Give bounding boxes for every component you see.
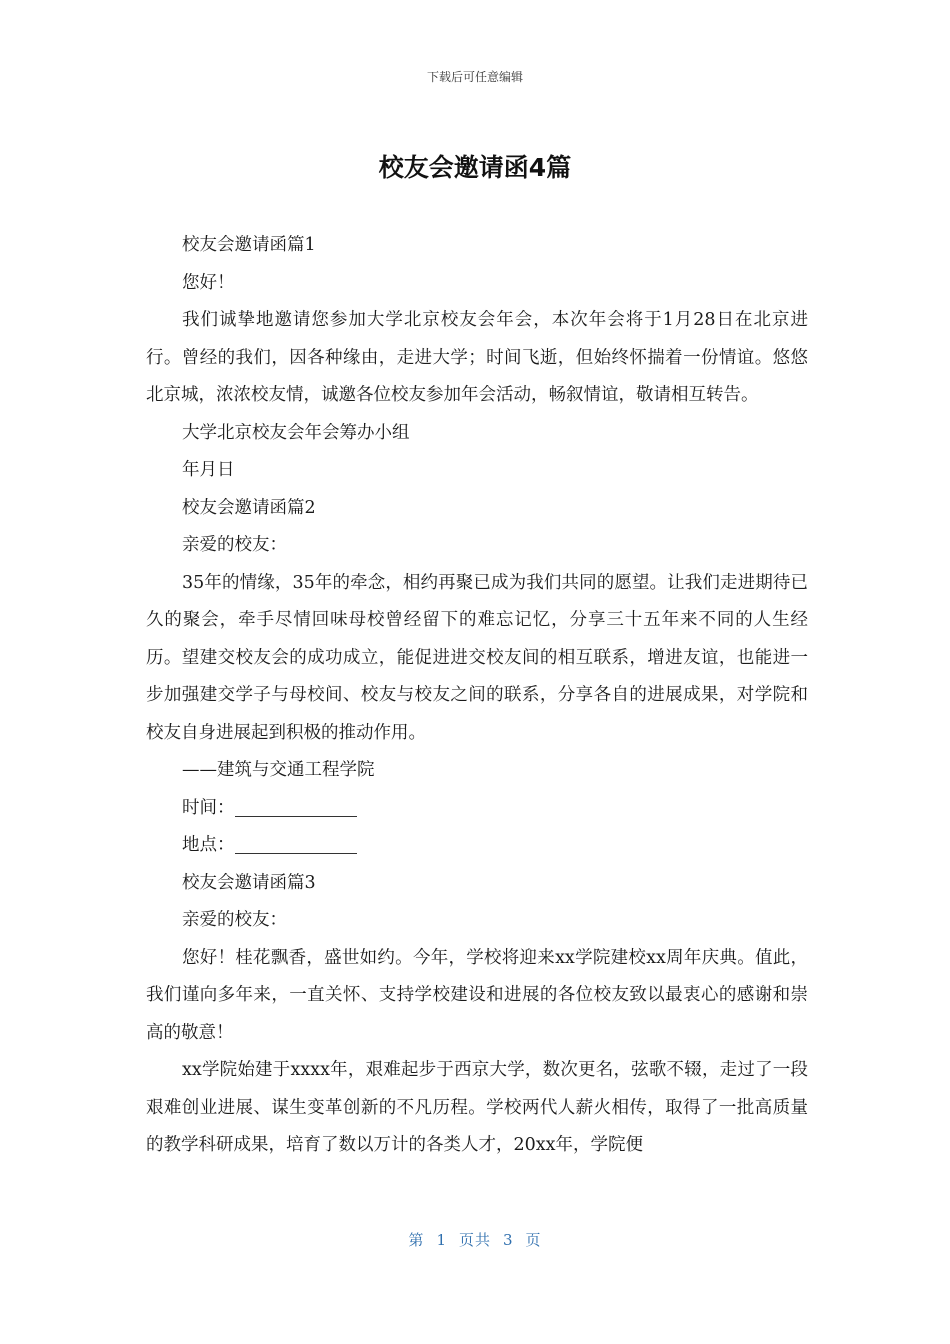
paragraph-4: xx学院始建于xxxx年，艰难起步于西京大学，数次更名，弦歌不辍，走过了一段艰难创业进展、谋生变革创新的不凡历程。学校两代人薪火相传，取得了一批高质量的教学科研成果，培育了数以万计的各类人才，20xx年，学院便 (146, 1060, 808, 1155)
section-heading-1: 校友会邀请函篇1 (182, 235, 316, 255)
header-note: 下载后可任意编辑 (426, 70, 523, 84)
page-footer (0, 1229, 950, 1250)
greeting-3: 亲爱的校友： (182, 910, 287, 930)
paragraph-3: 您好！桂花飘香，盛世如约。今年，学校将迎来xx学院建校xx周年庆典。值此，我们谨向多年来，一直关怀、支持学校建设和进展的各位校友致以最衷心的感谢和崇高的敬意！ (146, 947, 808, 1043)
paragraph-2: 35年的情缘，35年的牵念，相约再聚已成为我们共同的愿望。让我们走进期待已久的聚会，牵手尽情回味母校曾经留下的难忘记忆，分享三十五年来不同的人生经历。望建交校友会的成功成立，能促进进交校友间的相互联系，增进友谊，也能进一步加强建交学子与母校间、校友与校友之间的联系，分享各自的进展成果，对学院和校友自身进展起到积极的推动作用。 (146, 572, 808, 743)
place-blank (235, 833, 357, 854)
footer-total-pages: 3 (503, 1231, 514, 1249)
footer-prefix: 第 (408, 1231, 425, 1249)
signature-2: ——建筑与交通工程学院 (182, 760, 375, 780)
section-heading-3: 校友会邀请函篇3 (182, 872, 316, 893)
greeting-1: 您好！ (182, 272, 235, 293)
document-title: 校友会邀请函4篇 (378, 153, 572, 182)
section-heading-2: 校友会邀请函篇2 (182, 497, 316, 518)
time-label: 时间： (182, 797, 235, 818)
document-body (146, 227, 808, 1165)
signature-1: 大学北京校友会年会筹办小组 (182, 422, 410, 443)
footer-page-number: 1 (436, 1231, 447, 1249)
footer-suffix: 页 (525, 1231, 542, 1249)
time-blank (235, 796, 357, 817)
place-line (146, 827, 808, 865)
place-label: 地点： (182, 835, 235, 855)
paragraph-1: 我们诚挚地邀请您参加大学北京校友会年会，本次年会将于1月28日在北京进行。曾经的我们，因各种缘由，走进大学；时间飞逝，但始终怀揣着一份情谊。悠悠北京城，浓浓校友情，诚邀各位校友参加年会活动，畅叙情谊，敬请相互转告。 (146, 310, 808, 405)
footer-middle: 页共 (458, 1231, 491, 1249)
greeting-2: 亲爱的校友： (182, 535, 287, 555)
time-line (146, 790, 808, 828)
date-line-1: 年月日 (182, 460, 235, 480)
